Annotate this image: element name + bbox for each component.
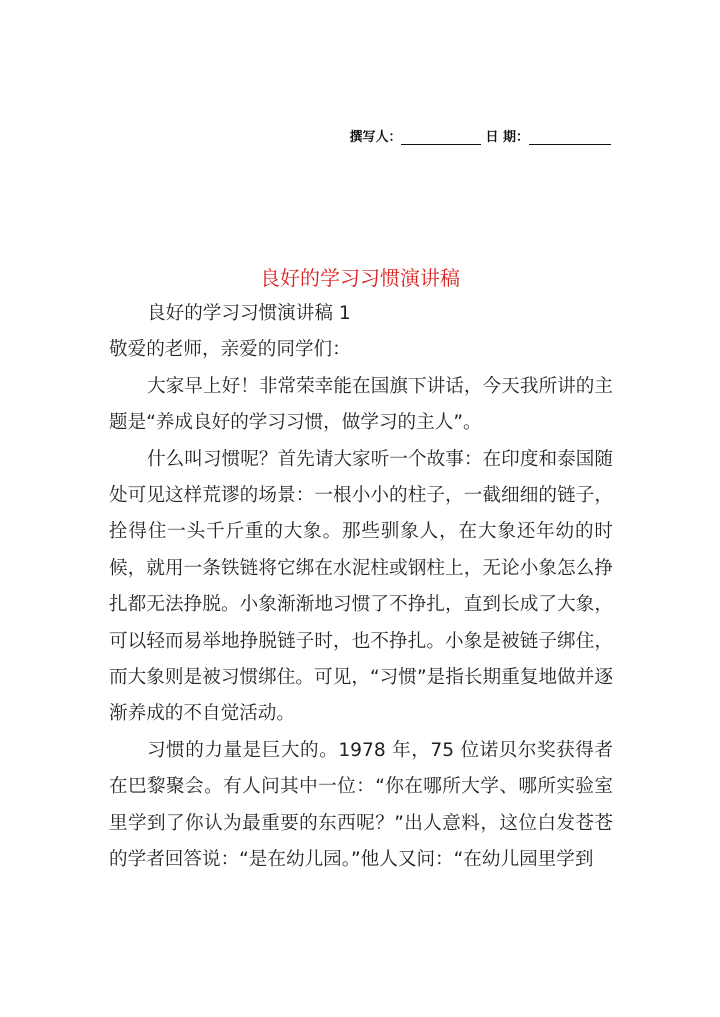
- document-body: [109, 296, 613, 879]
- paragraph-3: 习惯的力量是巨大的。1978 年，75 位诺贝尔奖获得者在巴黎聚会。有人问其中一位：“你在哪所大学、哪所实验室里学到了你认为最重要的东西呢？”出人意料，这位白发苍苍的学者回答说：“是在幼儿园。”他人又问：“在幼儿园里学到: [109, 739, 613, 871]
- greeting: 敬爱的老师，亲爱的同学们：: [109, 339, 351, 361]
- paragraph-2: 什么叫习惯呢？首先请大家听一个故事：在印度和泰国随处可见这样荒谬的场景：一根小小的柱子，一截细细的链子，拴得住一头千斤重的大象。那些驯象人，在大象还年幼的时候，就用一条铁链将它绑在水泥柱或钢柱上，无论小象怎么挣扎都无法挣脱。小象渐渐地习惯了不挣扎，直到长成了大象，可以轻而易举地挣脱链子时，也不挣扎。小象是被链子绑住，而大象则是被习惯绑住。可见，“习惯”是指长期重复地做并逐渐养成的不自觉活动。: [109, 448, 613, 725]
- author-blank: [401, 130, 481, 145]
- document-title: 良好的学习习惯演讲稿: [260, 266, 460, 290]
- document-subtitle: 良好的学习习惯演讲稿 1: [147, 303, 351, 324]
- author-label: 撰写人：: [349, 130, 402, 145]
- paragraph-1: 大家早上好！非常荣幸能在国旗下讲话，今天我所讲的主题是“养成良好的学习习惯，做学习的主人”。: [109, 375, 613, 434]
- date-label: 日 期：: [485, 130, 529, 145]
- author-date-line: [349, 126, 611, 145]
- date-blank: [529, 130, 611, 145]
